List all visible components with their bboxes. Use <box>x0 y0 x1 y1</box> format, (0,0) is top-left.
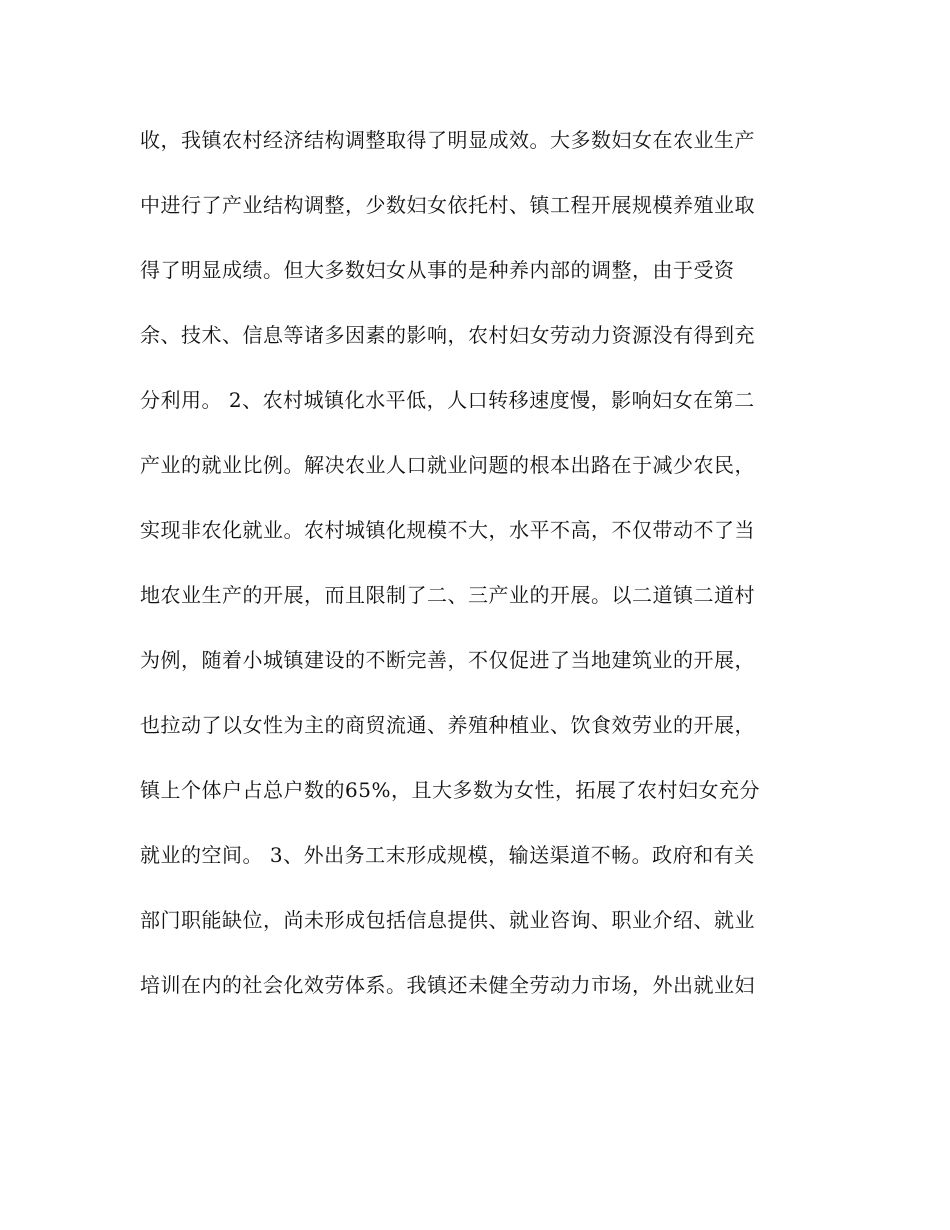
text-line: 余、技术、信息等诸多因素的影响，农村妇女劳动力资源没有得到充 <box>140 323 755 347</box>
text-line: 地农业生产的开展，而且限制了二、三产业的开展。以二道镇二道村 <box>140 583 755 607</box>
text-line: 也拉动了以女性为主的商贸流通、养殖种植业、饮食效劳业的开展， <box>140 713 755 737</box>
text-line: 就业的空间。 3、外出务工末形成规模，输送渠道不畅。政府和有关 <box>140 843 755 867</box>
text-line: 实现非农化就业。农村城镇化规模不大，水平不高，不仅带动不了当 <box>140 518 755 542</box>
text-line: 产业的就业比例。解决农业人口就业问题的根本出路在于减少农民， <box>140 453 755 477</box>
text-line: 分利用。 2、农村城镇化水平低，人口转移速度慢，影响妇女在第二 <box>140 388 755 412</box>
text-line: 镇上个体户占总户数的65%，且大多数为女性，拓展了农村妇女充分 <box>140 778 760 802</box>
text-line: 收，我镇农村经济结构调整取得了明显成效。大多数妇女在农业生产 <box>140 128 755 152</box>
text-line: 为例，随着小城镇建设的不断完善，不仅促进了当地建筑业的开展， <box>140 648 755 672</box>
text-line: 中进行了产业结构调整，少数妇女依托村、镇工程开展规模养殖业取 <box>140 193 755 217</box>
text-line: 得了明显成绩。但大多数妇女从事的是种养内部的调整，由于受资 <box>140 258 735 282</box>
text-line: 部门职能缺位，尚未形成包括信息提供、就业咨询、职业介绍、就业 <box>140 908 755 932</box>
body-text <box>140 120 820 1030</box>
text-line: 培训在内的社会化效劳体系。我镇还未健全劳动力市场，外出就业妇 <box>140 973 755 997</box>
